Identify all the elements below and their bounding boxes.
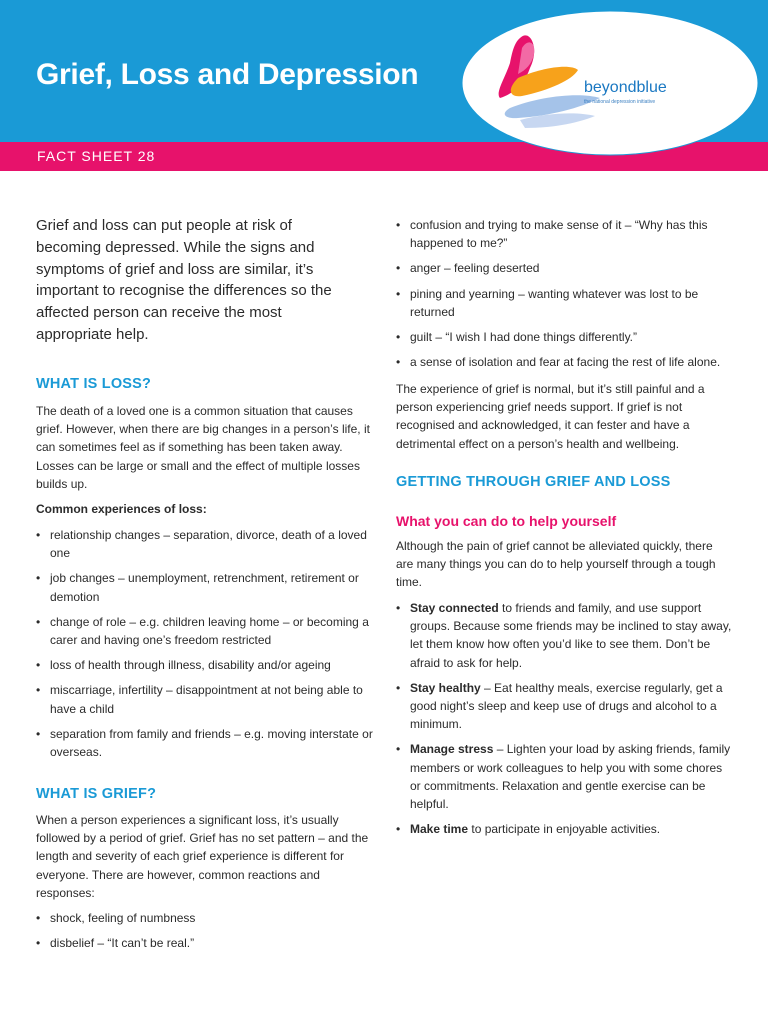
list-item: • anger – feeling deserted: [396, 259, 736, 277]
tip-title: Manage stress: [410, 742, 494, 757]
list-item: [396, 740, 736, 813]
list-item: • confusion and trying to make sense of it – “Why has this happened to me?”: [396, 216, 736, 252]
subheading-help-yourself: What you can do to help yourself: [396, 513, 617, 529]
logo-name: beyondblue: [584, 79, 667, 96]
tip-text: – Eat healthy meals, exercise regularly, get a good night’s sleep and keep use of drugs and alcohol to a minimum.: [410, 680, 723, 732]
loss-list: [36, 526, 376, 761]
help-list: [396, 599, 736, 838]
loss-subheading: Common experiences of loss:: [36, 502, 207, 516]
list-item: • separation from family and friends – e.g. moving interstate or overseas.: [36, 725, 376, 761]
fact-sheet-label: FACT SHEET 28: [37, 148, 156, 164]
grief-paragraph-2: The experience of grief is normal, but it’s still painful and a person experiencing grief needs support. If grief is not recognised and acknowledged, it can fester and have a detrimental effect on a person’s health and wellbeing.: [396, 382, 705, 451]
list-item: • change of role – e.g. children leaving home – or becoming a carer and having one’s freedom restricted: [36, 613, 376, 649]
help-paragraph: Although the pain of grief cannot be alleviated quickly, there are many things you can do to help yourself through a tough time.: [396, 539, 716, 590]
page-title: Grief, Loss and Depression: [36, 58, 419, 91]
tip-text: – Lighten your load by asking friends, family members or work colleagues to help you with some chores or commitments. Relaxation and gentle exercise can be helpful.: [410, 742, 731, 812]
heading-what-is-grief: WHAT IS GRIEF?: [36, 786, 157, 802]
grief-paragraph: When a person experiences a significant loss, it’s usually followed by a period of grief. Grief has no set pattern – and the length and severity of each grief experience is different for everyone. There are however, common reactions and responses:: [36, 813, 369, 900]
list-item: • disbelief – “It can’t be real.”: [36, 934, 376, 952]
heading-what-is-loss: WHAT IS LOSS?: [36, 376, 152, 392]
list-item: [396, 679, 736, 734]
list-item: • shock, feeling of numbness: [36, 909, 376, 927]
grief-list: [36, 909, 376, 952]
list-item: • miscarriage, infertility – disappointment at not being able to have a child: [36, 681, 376, 717]
list-item: • guilt – “I wish I had done things differently.”: [396, 328, 736, 346]
tip-title: Stay healthy: [410, 680, 481, 695]
tip-text: to participate in enjoyable activities.: [468, 822, 661, 837]
heading-getting-through: GETTING THROUGH GRIEF AND LOSS: [396, 474, 671, 490]
tip-title: Stay connected: [410, 601, 499, 615]
logo-tagline: the national depression initiative: [584, 99, 656, 105]
list-item: [396, 599, 736, 672]
list-item: [396, 820, 736, 838]
list-item: • a sense of isolation and fear at facing the rest of life alone.: [396, 353, 736, 371]
tip-text: to friends and family, and use support groups. Because some friends may be inclined to stay away, let them know how often you’d like to see them. Don’t be afraid to ask for help.: [410, 601, 732, 670]
list-item: • pining and yearning – wanting whatever was lost to be returned: [396, 285, 736, 321]
list-item: • loss of health through illness, disability and/or ageing: [36, 656, 376, 674]
tip-title: Make time: [410, 822, 469, 837]
intro-paragraph: Grief and loss can put people at risk of becoming depressed. While the signs and symptoms of grief and loss are similar, it’s important to recognise the differences so the affected person can receive the most appropriate help.: [36, 217, 332, 343]
grief-list-continued: [396, 216, 736, 371]
list-item: • job changes – unemployment, retrenchment, retirement or demotion: [36, 569, 376, 605]
loss-paragraph: The death of a loved one is a common situation that causes grief. However, when there are big changes in a person’s life, it can sometimes feel as if something has been taken away. Losses can be large or small and the effect of multiple losses builds up.: [36, 404, 370, 491]
list-item: • relationship changes – separation, divorce, death of a loved one: [36, 526, 376, 562]
